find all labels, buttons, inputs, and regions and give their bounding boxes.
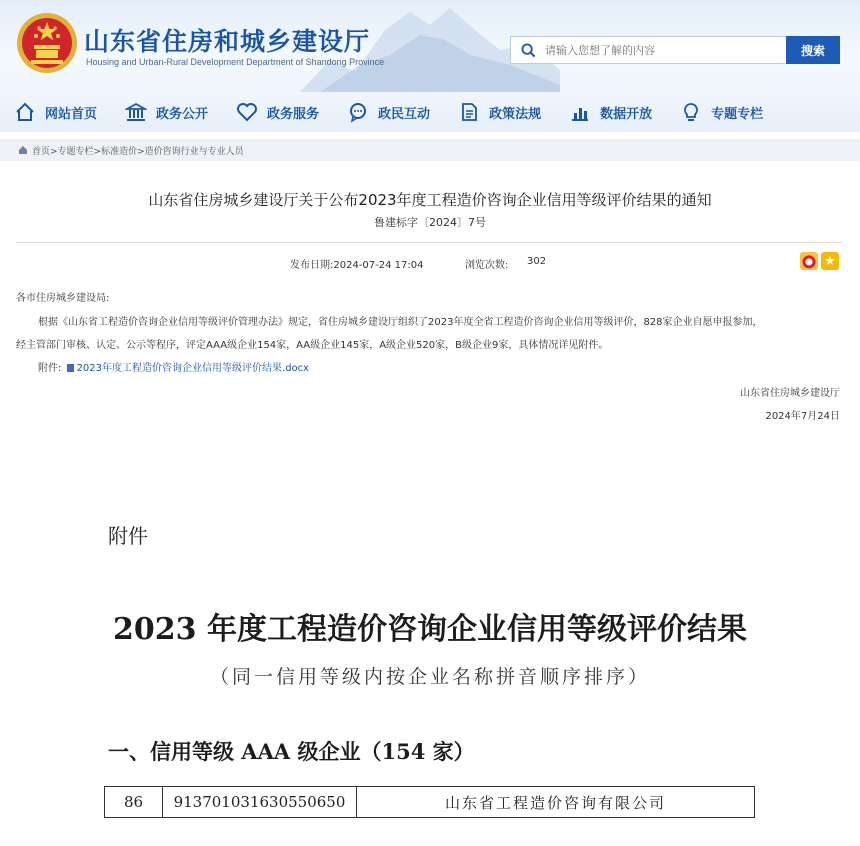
nav-label: 政民互动	[378, 106, 431, 122]
article-title: 山东省住房城乡建设厅关于公布2023年度工程造价咨询企业信用等级评价结果的通知	[148, 191, 712, 209]
search-input[interactable]	[545, 44, 775, 57]
credit-code: 913701031630550650	[163, 787, 357, 818]
document-icon	[458, 101, 480, 123]
nav-item-gov-services[interactable]	[236, 92, 319, 132]
signature-date: 2024年7月24日	[765, 411, 840, 422]
chart-icon	[569, 101, 591, 123]
grade-table	[104, 786, 755, 818]
nav-item-special-topics[interactable]	[680, 92, 763, 132]
lightbulb-icon	[680, 101, 702, 123]
chat-icon	[347, 101, 369, 123]
nav-label: 专题专栏	[711, 106, 764, 122]
attachment-link[interactable]: 2023年度工程造价咨询企业信用等级评价结果.docx	[76, 363, 310, 374]
document-number: 鲁建标字〔2024〕7号	[374, 216, 486, 229]
qzone-share-icon[interactable]: ★	[821, 252, 839, 270]
nav-label: 网站首页	[45, 106, 98, 122]
nav-item-open-data[interactable]	[569, 92, 652, 132]
building-icon	[125, 101, 147, 123]
section-heading-aaa: 一、信用等级 AAA 级企业（154 家）	[108, 739, 475, 764]
breadcrumb	[0, 139, 860, 161]
weibo-share-icon[interactable]	[800, 252, 818, 270]
nav-label: 政务公开	[156, 106, 209, 122]
row-number: 86	[105, 787, 163, 818]
nav-item-interaction[interactable]	[347, 92, 430, 132]
site-subtitle: Housing and Urban-Rural Development Department of Shandong Province	[86, 57, 385, 67]
heart-icon	[236, 101, 258, 123]
body-paragraph-1: 根据《山东省工程造价咨询企业信用等级评价管理办法》规定，省住房城乡建设厅组织了2023年度全省工程造价咨询企业信用等级评价，828家企业自愿申报参加，	[38, 317, 763, 328]
attachment-title: 2023 年度工程造价咨询企业信用等级评价结果	[113, 612, 747, 647]
article-meta	[290, 256, 546, 271]
share-buttons	[800, 252, 839, 270]
national-emblem-icon	[16, 12, 78, 74]
site-title: 山东省住房和城乡建设厅	[84, 27, 371, 56]
nav-item-home[interactable]	[14, 92, 97, 132]
attachment-heading: 附件	[108, 524, 148, 548]
search-button[interactable]: 搜索	[786, 36, 840, 64]
nav-item-policy[interactable]	[458, 92, 541, 132]
publish-date: 发布日期:2024-07-24 17:04	[290, 260, 424, 271]
attachment-label: 附件:	[38, 363, 62, 374]
views-label: 浏览次数:	[465, 260, 509, 271]
nav-label: 政务服务	[267, 106, 320, 122]
breadcrumb-path[interactable]: 首页>专题专栏>标准造价>造价咨询行业与专业人员	[32, 146, 244, 157]
home-icon	[14, 101, 36, 123]
nav-label: 数据开放	[600, 106, 653, 122]
search-box	[510, 36, 786, 64]
attachment-line	[38, 359, 309, 374]
company-name: 山东省工程造价咨询有限公司	[357, 787, 755, 818]
home-icon	[18, 145, 28, 155]
body-paragraph-2: 经主管部门审核、认定、公示等程序，评定AAA级企业154家，AA级企业145家，A级企业520家，B级企业9家，具体情况详见附件。	[16, 340, 609, 351]
greeting: 各市住房城乡建设局:	[16, 293, 110, 304]
table-row	[105, 787, 755, 818]
site-header	[0, 0, 860, 92]
docx-file-icon	[67, 364, 74, 372]
divider	[16, 242, 842, 243]
search-icon	[511, 37, 545, 63]
views-count: 302	[527, 256, 547, 267]
nav-item-gov-affairs[interactable]	[125, 92, 208, 132]
nav-label: 政策法规	[489, 106, 542, 122]
signature-org: 山东省住房城乡建设厅	[740, 388, 840, 399]
attachment-subtitle: （同一信用等级内按企业名称拼音顺序排序）	[209, 666, 650, 688]
main-nav	[0, 92, 860, 132]
